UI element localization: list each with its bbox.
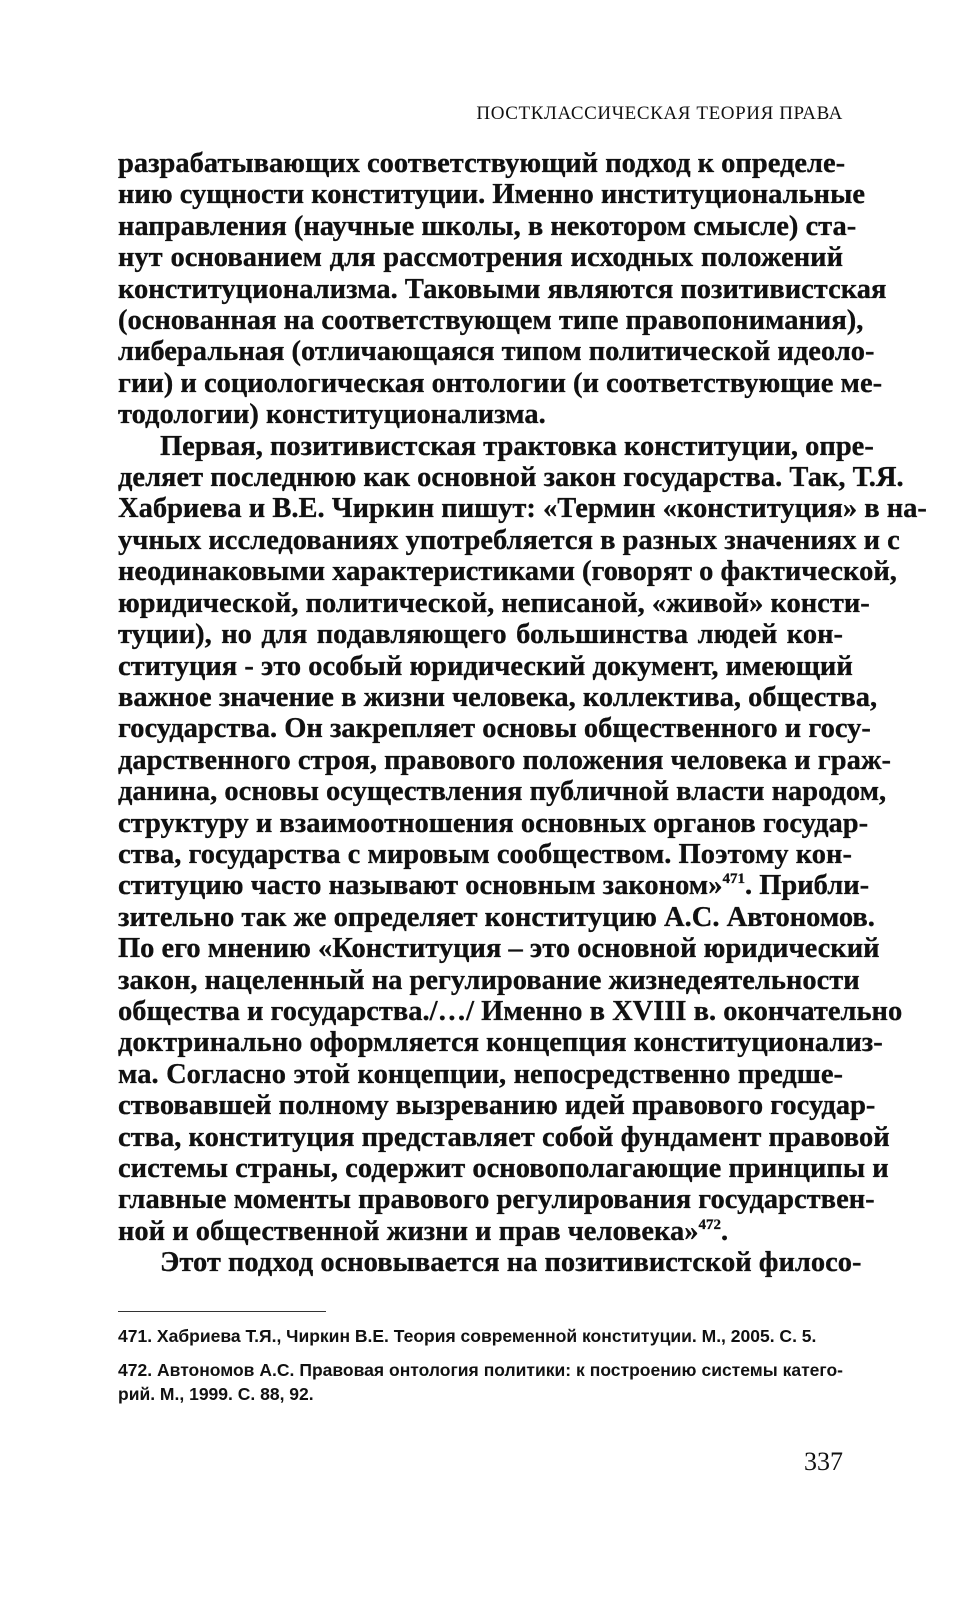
text-line: туции), но для подавляющего большинства людей кон- [118,619,843,651]
text-line: общества и государства./…/ Именно в XVIII в. окончательно [118,995,903,1027]
text-line: ства, конституция представляет собой фундамент правовой [118,1121,890,1153]
main-text [118,148,927,1279]
footnote-line: рий. М., 1999. С. 88, 92. [118,1384,314,1404]
running-header: ПОСТКЛАССИЧЕСКАЯ ТЕОРИЯ ПРАВА [476,103,843,124]
text-line: дарственного строя, правового положения человека и граж- [118,744,891,776]
text-line-with-footnote [118,1216,843,1247]
text-line: структуру и взаимоотношения основных органов государ- [118,807,869,839]
text-line: разрабатывающих соответствующий подход к определе- [118,148,846,179]
text-line: важное значение в жизни человека, коллектива, общества, [118,681,878,713]
text-line: тодологии) конституционализма. [118,399,546,431]
text-line: системы страны, содержит основополагающие принципы и [118,1153,889,1184]
footnotes [118,1324,843,1416]
footnote-line: 471. Хабриева Т.Я., Чиркин В.Е. Теория современной конституции. М., 2005. С. 5. [118,1326,817,1346]
text-fragment: . [721,1215,729,1247]
text-line: ства, государства с мировым сообществом. Поэтому кон- [118,838,852,870]
text-fragment: . Прибли- [744,870,870,902]
text-line: ствовавшей полному вызреванию идей правового государ- [118,1090,876,1122]
footnote-divider [118,1311,326,1312]
text-line: либеральная (отличающаяся типом политической идеоло- [118,336,875,368]
text-line: деляет последнюю как основной закон государства. Так, Т.Я. [118,462,904,494]
footnote-line: 472. Автономов А.С. Правовая онтология политики: к построению системы катего- [118,1360,843,1380]
footnote-ref-472[interactable]: 472 [698,1216,722,1233]
text-line: конституционализма. Таковыми являются позитивистская [118,273,887,305]
text-line: гии) и социологическая онтологии (и соответствующие ме- [118,367,883,399]
paragraph-1 [118,148,887,431]
text-line: доктринально оформляется концепция конституционализ- [118,1027,883,1059]
text-line: ституция - это особый юридический документ, имеющий [118,650,853,682]
text-line: данина, основы осуществления публичной власти народом, [118,776,887,808]
paragraph-2 [118,430,927,1248]
text-line: неодинаковыми характеристиками (говорят о фактической, [118,556,897,588]
paragraph-3 [118,1247,862,1279]
text-line: Хабриева и В.Е. Чиркин пишут: «Термин «конституция» в на- [118,493,927,525]
text-line: нию сущности конституции. Именно институциональные [118,179,865,211]
page-number: 337 [804,1447,843,1476]
text-line: (основанная на соответствующем типе правопонимания), [118,305,864,337]
text-line: направления (научные школы, в некотором смысле) ста- [118,210,857,242]
text-line: закон, нацеленный на регулирование жизнедеятельности [118,964,860,996]
text-line: государства. Он закрепляет основы общественного и госу- [118,713,871,745]
text-line: Этот подход основывается на позитивистской филосо- [160,1247,862,1279]
text-line: По его мнению «Конституция – это основной юридический [118,933,880,965]
footnote-ref-471[interactable]: 471 [722,871,745,888]
text-fragment: ной и общественной жизни и прав человека» [118,1215,699,1247]
text-line-with-footnote [118,870,870,902]
text-line: нут основанием для рассмотрения исходных положений [118,242,843,274]
text-line: юридической, политической, неписаной, «живой» консти- [118,587,870,619]
text-line: главные моменты правового регулирования государствен- [118,1184,875,1216]
footnote-472 [118,1358,843,1406]
text-line: учных исследованиях употребляется в разных значениях и с [118,524,900,556]
footnote-471 [118,1324,843,1348]
text-fragment: ституцию часто называют основным законом» [118,870,723,902]
text-line: ма. Согласно этой концепции, непосредственно предше- [118,1058,843,1090]
text-line: зительно так же определяет конституцию А.С. Автономов. [118,901,875,933]
text-line: Первая, позитивистская трактовка конституции, опре- [160,430,874,462]
